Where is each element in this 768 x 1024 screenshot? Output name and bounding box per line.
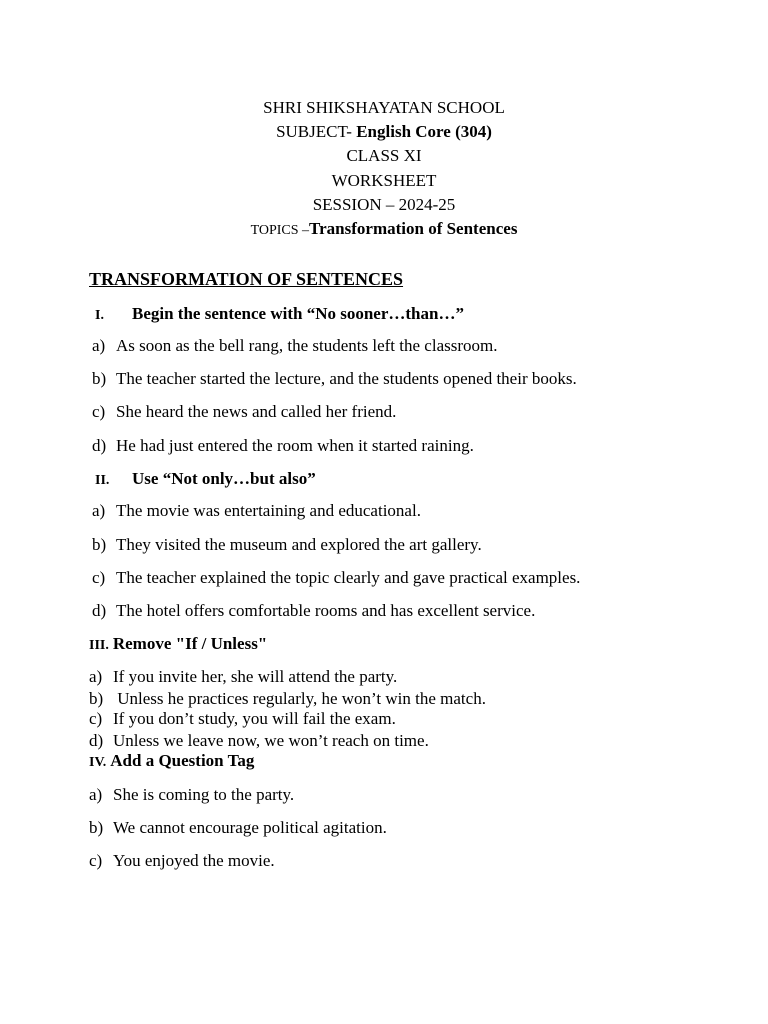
topics-line (0, 219, 768, 241)
list-item (92, 369, 577, 389)
topics-name: Transformation of Sentences (309, 219, 518, 238)
list-item (89, 851, 275, 871)
item-label: d) (92, 436, 107, 455)
section-title: Begin the sentence with “No sooner…than…” (132, 304, 464, 323)
item-text: The hotel offers comfortable rooms and has excellent service. (116, 601, 536, 620)
item-text: The teacher started the lecture, and the students opened their books. (116, 369, 577, 388)
list-item (92, 568, 580, 588)
section-number: II. (95, 473, 110, 488)
section-number: IV. (89, 755, 107, 770)
item-label: d) (89, 731, 104, 750)
item-text: The teacher explained the topic clearly and gave practical examples. (116, 568, 581, 587)
list-item (92, 601, 535, 621)
item-label: a) (89, 785, 103, 804)
list-item (92, 501, 421, 521)
worksheet-line: WORKSHEET (331, 171, 437, 190)
section-number: III. (89, 638, 109, 653)
item-text: Unless we leave now, we won’t reach on time. (113, 731, 429, 750)
item-text: You enjoyed the movie. (113, 851, 275, 870)
section-heading-4 (89, 751, 254, 771)
item-text: As soon as the bell rang, the students left the classroom. (116, 336, 498, 355)
item-label: c) (92, 568, 106, 587)
list-item (92, 535, 482, 555)
section-heading-3 (89, 634, 267, 654)
list-item (89, 818, 387, 838)
item-text: Unless he practices regularly, he won’t win the match. (113, 689, 486, 708)
item-text: She heard the news and called her friend. (116, 402, 397, 421)
page-title: TRANSFORMATION OF SENTENCES (89, 269, 404, 289)
section-title: Add a Question Tag (110, 751, 255, 770)
item-text: He had just entered the room when it started raining. (116, 436, 474, 455)
item-text: The movie was entertaining and educational. (116, 501, 421, 520)
subject-prefix: SUBJECT- (276, 122, 357, 141)
topics-prefix: TOPICS – (250, 223, 310, 238)
item-label: a) (92, 336, 106, 355)
item-label: b) (92, 535, 107, 554)
item-text: We cannot encourage political agitation. (113, 818, 387, 837)
item-label: b) (92, 369, 107, 388)
list-item (92, 402, 396, 422)
section-number: I. (95, 308, 104, 323)
item-label: b) (89, 818, 104, 837)
subject-name: English Core (304) (356, 122, 492, 141)
item-text: If you don’t study, you will fail the exam. (113, 709, 396, 728)
school-name: SHRI SHIKSHAYATAN SCHOOL (263, 98, 505, 117)
item-text: They visited the museum and explored the art gallery. (116, 535, 482, 554)
item-label: c) (89, 851, 103, 870)
section-heading-1 (95, 304, 464, 324)
subject-line (0, 122, 768, 142)
list-item (92, 436, 474, 456)
section-heading-2 (95, 469, 316, 489)
item-text: She is coming to the party. (113, 785, 295, 804)
item-text: If you invite her, she will attend the party. (113, 667, 398, 686)
class-line: CLASS XI (346, 146, 422, 165)
list-item (89, 731, 429, 751)
list-item (89, 709, 396, 729)
item-label: c) (89, 709, 103, 728)
section-title: Use “Not only…but also” (132, 469, 316, 488)
item-label: a) (89, 667, 103, 686)
item-label: a) (92, 501, 106, 520)
list-item (89, 667, 397, 687)
list-item (92, 336, 497, 356)
item-label: b) (89, 689, 104, 708)
section-title: Remove "If / Unless" (112, 634, 268, 653)
item-label: c) (92, 402, 106, 421)
session-line: SESSION – 2024-25 (312, 195, 456, 214)
list-item (89, 689, 486, 709)
item-label: d) (92, 601, 107, 620)
list-item (89, 785, 294, 805)
